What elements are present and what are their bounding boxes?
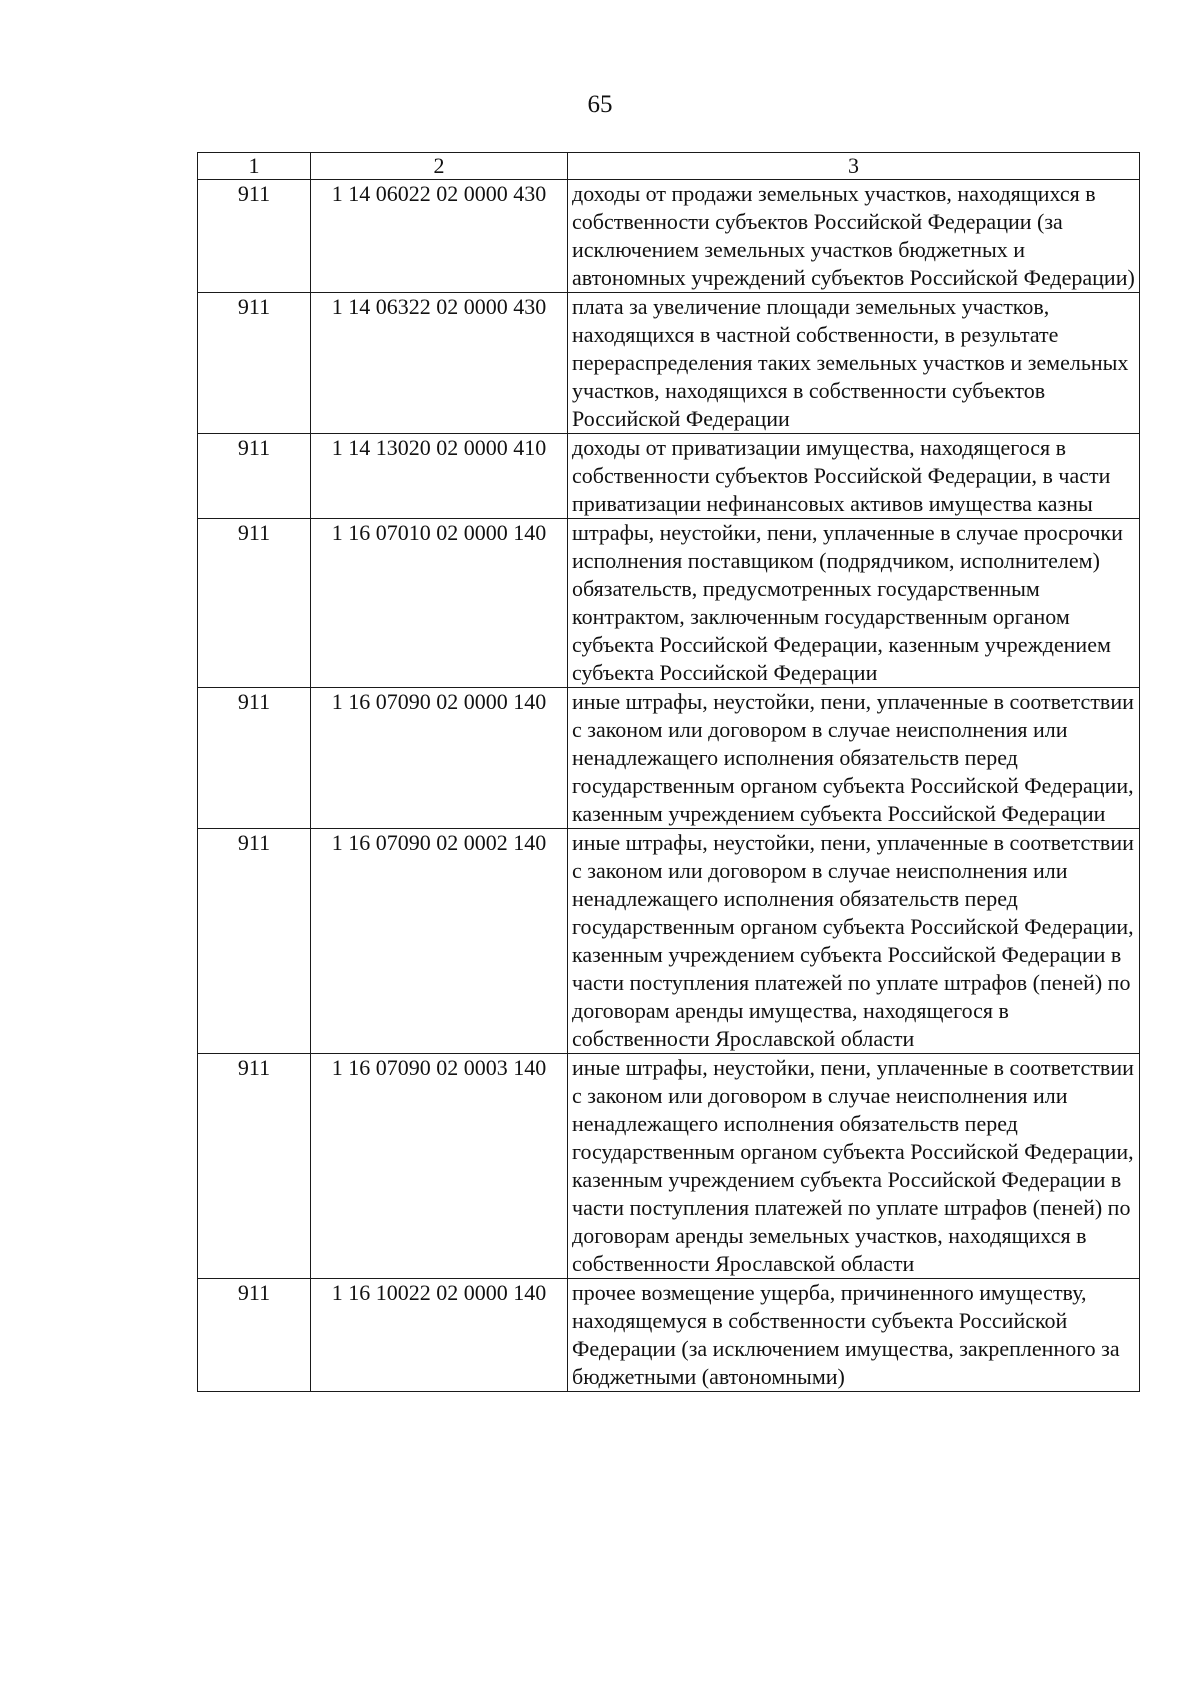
kbk-code-cell: 1 16 10022 02 0000 140 (311, 1279, 568, 1392)
kbk-code-cell: 1 16 07090 02 0003 140 (311, 1054, 568, 1279)
admin-code-cell: 911 (198, 519, 311, 688)
admin-code-cell: 911 (198, 688, 311, 829)
table-row (198, 829, 1140, 1054)
table-row (198, 1054, 1140, 1279)
description-cell: прочее возмещение ущерба, причиненного имуществу, находящемуся в собственности субъекта Российской Федерации (за исключением имущества, закрепленного за бюджетными (автономными) (568, 1279, 1140, 1392)
table-row (198, 688, 1140, 829)
description-cell: доходы от приватизации имущества, находящегося в собственности субъектов Российской Федерации, в части приватизации нефинансовых активов имущества казны (568, 434, 1140, 519)
page-number: 65 (587, 91, 613, 118)
table-header-row (198, 153, 1140, 180)
description-cell: плата за увеличение площади земельных участков, находящихся в частной собственности, в результате перераспределения таких земельных участков и земельных участков, находящихся в собственности субъектов Российской Федерации (568, 293, 1140, 434)
column-header-3: 3 (568, 153, 1140, 180)
admin-code-cell: 911 (198, 1279, 311, 1392)
kbk-code-cell: 1 14 06322 02 0000 430 (311, 293, 568, 434)
admin-code-cell: 911 (198, 180, 311, 293)
description-cell: иные штрафы, неустойки, пени, уплаченные в соответствии с законом или договором в случае неисполнения или ненадлежащего исполнения обязательств перед государственным органом субъекта Российской Федерации, казенным учреждением субъекта Российской Федерации в части поступления платежей по уплате штрафов (пеней) по договорам аренды имущества, находящегося в собственности Ярославской области (568, 829, 1140, 1054)
column-header-2: 2 (311, 153, 568, 180)
admin-code-cell: 911 (198, 829, 311, 1054)
revenue-codes-table (197, 152, 1140, 1392)
admin-code-cell: 911 (198, 1054, 311, 1279)
description-cell: иные штрафы, неустойки, пени, уплаченные в соответствии с законом или договором в случае неисполнения или ненадлежащего исполнения обязательств перед государственным органом субъекта Российской Федерации, казенным учреждением субъекта Российской Федерации (568, 688, 1140, 829)
table-row (198, 519, 1140, 688)
kbk-code-cell: 1 14 06022 02 0000 430 (311, 180, 568, 293)
admin-code-cell: 911 (198, 293, 311, 434)
kbk-code-cell: 1 16 07010 02 0000 140 (311, 519, 568, 688)
kbk-code-cell: 1 16 07090 02 0002 140 (311, 829, 568, 1054)
description-cell: штрафы, неустойки, пени, уплаченные в случае просрочки исполнения поставщиком (подрядчиком, исполнителем) обязательств, предусмотренных государственным контрактом, заключенным государственным органом субъекта Российской Федерации, казенным учреждением субъекта Российской Федерации (568, 519, 1140, 688)
table-row (198, 1279, 1140, 1392)
kbk-code-cell: 1 14 13020 02 0000 410 (311, 434, 568, 519)
table-row (198, 293, 1140, 434)
column-header-1: 1 (198, 153, 311, 180)
table-row (198, 434, 1140, 519)
kbk-code-cell: 1 16 07090 02 0000 140 (311, 688, 568, 829)
admin-code-cell: 911 (198, 434, 311, 519)
table-row (198, 180, 1140, 293)
description-cell: доходы от продажи земельных участков, находящихся в собственности субъектов Российской Федерации (за исключением земельных участков бюджетных и автономных учреждений субъектов Российской Федерации) (568, 180, 1140, 293)
description-cell: иные штрафы, неустойки, пени, уплаченные в соответствии с законом или договором в случае неисполнения или ненадлежащего исполнения обязательств перед государственным органом субъекта Российской Федерации, казенным учреждением субъекта Российской Федерации в части поступления платежей по уплате штрафов (пеней) по договорам аренды земельных участков, находящихся в собственности Ярославской области (568, 1054, 1140, 1279)
